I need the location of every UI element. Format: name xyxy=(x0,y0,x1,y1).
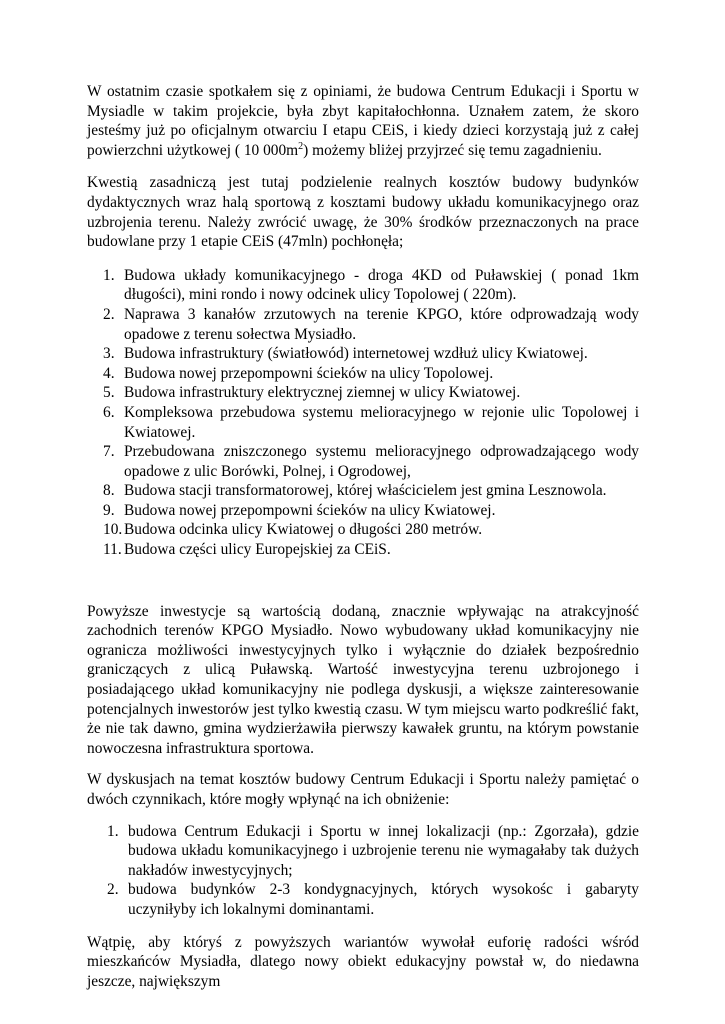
investment-list-item xyxy=(87,344,639,364)
investment-list-item xyxy=(87,403,639,442)
factor-list-item xyxy=(91,880,639,919)
list-item-text: Budowa nowej przepompowni ścieków na ulicy Topolowej. xyxy=(124,364,494,382)
investment-list-item xyxy=(87,442,639,481)
investment-list xyxy=(87,266,639,560)
paragraph-intro xyxy=(87,82,639,160)
list-item-text: Budowa nowej przepompowni ścieków na ulicy Kwiatowej. xyxy=(124,501,496,519)
list-item-text: Budowa infrastruktury (światłowód) internetowej wzdłuż ulicy Kwiatowej. xyxy=(124,345,588,363)
list-item-number: 2. xyxy=(107,881,119,899)
investment-list-item xyxy=(87,501,639,521)
factors-list xyxy=(87,822,639,920)
list-item-text: Budowa stacji transformatorowej, której właścicielem jest gmina Lesznowola. xyxy=(124,482,607,500)
list-item-text: Budowa infrastruktury elektrycznej ziemnej w ulicy Kwiatowej. xyxy=(124,384,521,402)
list-item-text: budowa Centrum Edukacji i Sportu w innej lokalizacji (np.: Zgorzała), gdzie budowa układu komunikacyjnego i uzbrojenie terenu nie wymagałaby tak dużych nakładów inwestycyjnych; xyxy=(128,822,639,879)
list-item-text: budowa budynków 2-3 kondygnacyjnych, których wysokośc i gabaryty uczyniłyby ich lokalnymi dominantami. xyxy=(128,881,639,918)
investment-list-item xyxy=(87,540,639,560)
list-item-number: 1. xyxy=(107,822,119,840)
investment-list-item xyxy=(87,481,639,501)
list-item-text: Budowa części ulicy Europejskiej za CEiS. xyxy=(124,541,391,559)
investment-list-item xyxy=(87,266,639,305)
list-item-number: 3. xyxy=(103,345,115,363)
paragraph-costs: Kwestią zasadniczą jest tutaj podzielenie realnych kosztów budowy budynków dydaktycznych wraz halą sportową z kosztami budowy układu komunikacyjnego oraz uzbrojenia terenu. Należy zwrócić uwagę, że 30% środków przeznaczonych na prace budowlane przy 1 etapie CEiS (47mln) pochłonęła; xyxy=(87,174,639,251)
paragraph-discussion: W dyskusjach na temat kosztów budowy Centrum Edukacji i Sportu należy pamiętać o dwóch czynnikach, które mogły wpłynąć na ich obniżenie: xyxy=(87,771,639,808)
factor-list-item xyxy=(91,822,639,881)
list-item-text: Przebudowana zniszczonego systemu melioracyjnego odprowadzającego wody opadowe z ulic Borówki, Polnej, i Ogrodowej, xyxy=(124,443,639,480)
list-item-number: 2. xyxy=(103,305,115,323)
paragraph-added-value: Powyższe inwestycje są wartością dodaną, znacznie wpływając na atrakcyjność zachodnich terenów KPGO Mysiadło. Nowo wybudowany układ komunikacyjny nie ogranicza możliwości inwestycyjnych tylko i wyłącznie do działek bezpośrednio graniczących z ulicą Puławską. Wartość inwestycyjna terenu uzbrojonego i posiadającego układ komunikacyjny nie podlega dyskusji, a większe zainteresowanie potencjalnych inwestorów jest tylko kwestią czasu. W tym miejscu warto podkreślić fakt, że nie tak dawno, gmina wydzierżawiła pierwszy kawałek gruntu, na którym powstanie nowoczesna infrastruktura sportowa. xyxy=(87,602,639,757)
list-item-text: Budowa układy komunikacyjnego - droga 4KD od Puławskiej ( ponad 1km długości), mini rondo i nowy odcinek ulicy Topolowej ( 220m). xyxy=(124,266,639,304)
superscript-two: 2 xyxy=(298,140,304,152)
investment-list-item xyxy=(87,520,639,540)
investment-list-item xyxy=(87,383,639,403)
paragraph-conclusion: Wątpię, aby któryś z powyższych wariantów wywołał euforię radości wśród mieszkańców Mysiadła, dlatego nowy obiekt edukacyjny powstał w, do niedawna jeszcze, największym xyxy=(87,933,639,990)
list-item-text: Budowa odcinka ulicy Kwiatowej o długości 280 metrów. xyxy=(124,521,483,539)
list-item-text: Kompleksowa przebudowa systemu melioracyjnego w rejonie ulic Topolowej i Kwiatowej. xyxy=(124,403,639,441)
paragraph-intro-end: ) możemy bliżej przyjrzeć się temu zagadnieniu. xyxy=(303,141,602,159)
list-item-number: 4. xyxy=(103,364,115,382)
list-item-number: 9. xyxy=(103,501,115,519)
list-item-number: 5. xyxy=(103,384,115,402)
list-item-number: 1. xyxy=(103,266,115,284)
list-item-number: 8. xyxy=(103,482,115,500)
investment-list-item xyxy=(87,305,639,344)
list-item-text: Naprawa 3 kanałów zrzutowych na terenie KPGO, które odprowadzają wody opadowe z terenu sołectwa Mysiadło. xyxy=(124,305,639,343)
list-item-number: 6. xyxy=(103,403,115,421)
paragraph-intro-text: W ostatnim czasie spotkałem się z opiniami, że budowa Centrum Edukacji i Sportu w Mysiadle w takim projekcie, była zbyt kapitałochłonna. Uznałem zatem, że skoro jesteśmy już po oficjalnym otwarciu I etapu CEiS, i kiedy dzieci korzystają już z całej powierzchni użytkowej ( 10 000m xyxy=(87,83,639,159)
list-item-number: 10. xyxy=(103,521,123,539)
document-page xyxy=(87,82,639,991)
investment-list-item xyxy=(87,364,639,384)
list-item-number: 7. xyxy=(103,443,115,461)
list-item-number: 11. xyxy=(103,541,122,559)
